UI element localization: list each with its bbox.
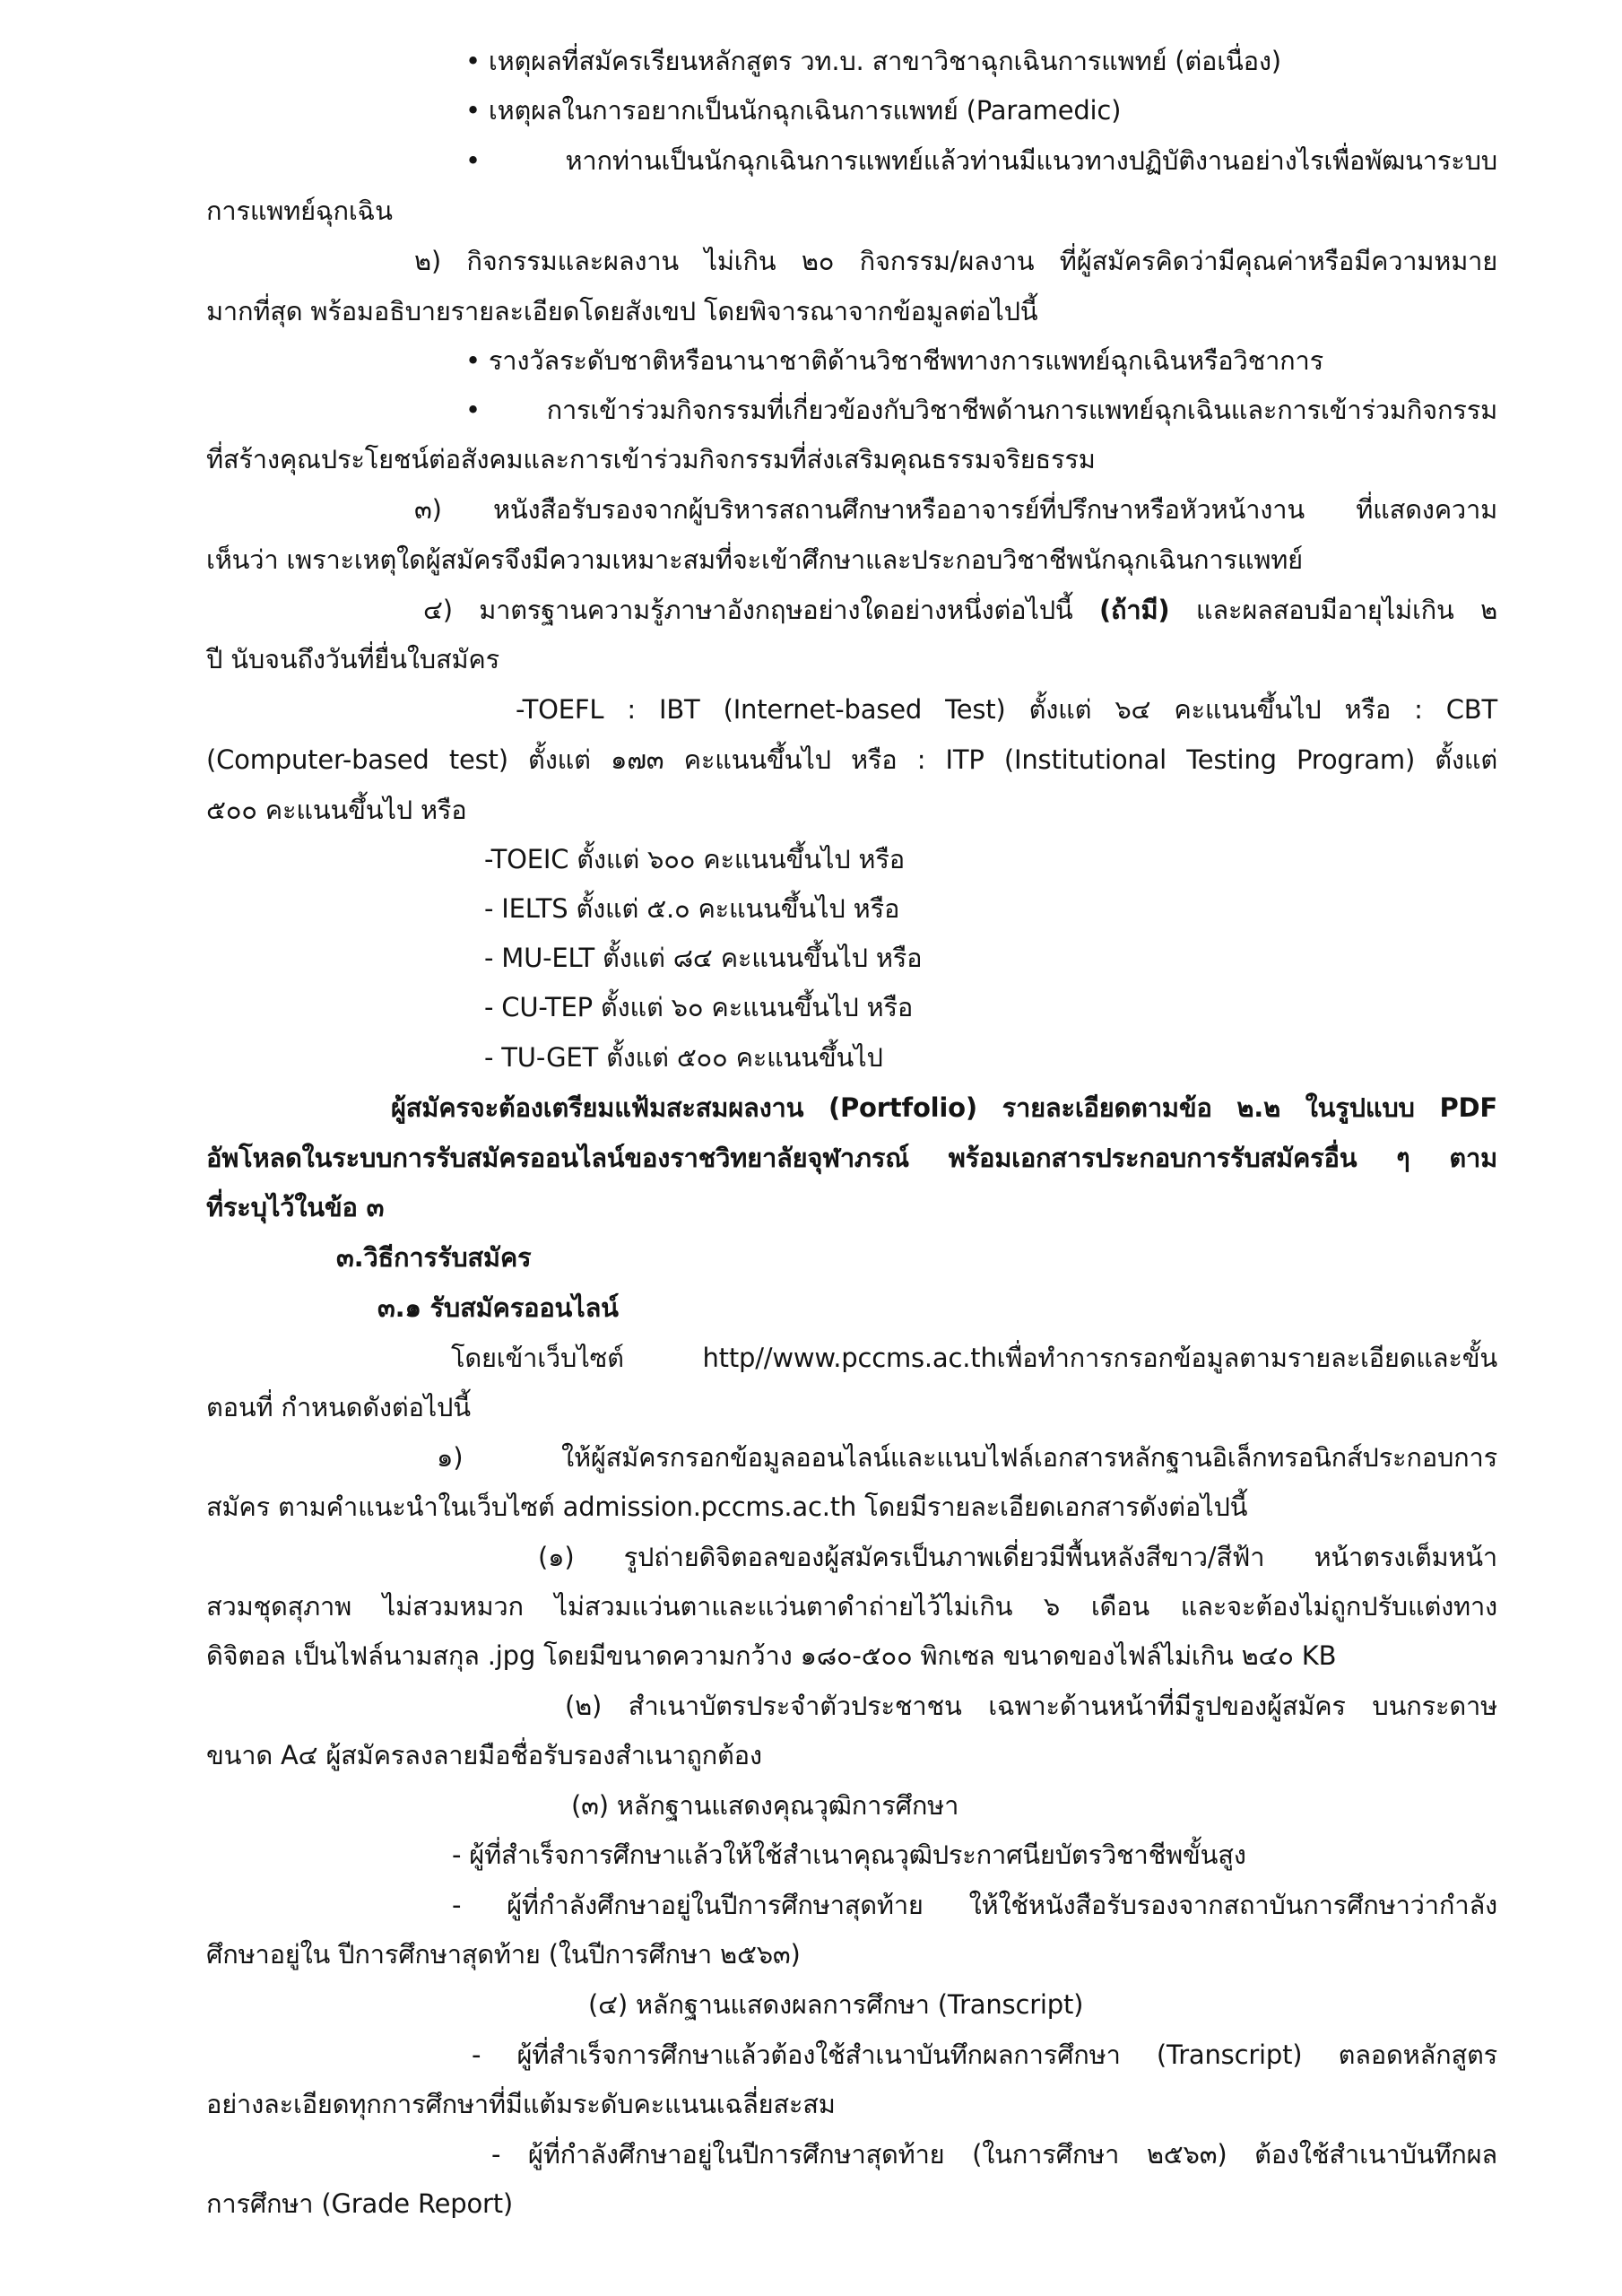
qualification-item: (๓) หลักฐานแสดงคุณวุฒิการศึกษา xyxy=(571,1790,959,1821)
studying-line: - ผู้ที่กำลังศึกษาอยู่ในปีการศึกษาสุดท้าย ให้ใช้หนังสือรับรองจากสถาบันการศึกษาว่ากำลัง xyxy=(452,1890,1497,1920)
transcript-graduated-cont: อย่างละเอียดทุกการศึกษาที่มีแต้มระดับคะแนนเฉลี่ยสะสม xyxy=(206,2089,836,2119)
cu-tep-line: - CU-TEP ตั้งแต่ ๖๐ คะแนนขึ้นไป หรือ xyxy=(484,992,914,1022)
reason-paramedic-bullet: • เหตุผลในการอยากเป็นนักฉุกเฉินการแพทย์ (Paramedic) xyxy=(465,95,1122,126)
activities-item: ๒) กิจกรรมและผลงาน ไม่เกิน ๒๐ กิจกรรม/ผลงาน ที่ผู้สมัครคิดว่ามีคุณค่าหรือมีความหมาย xyxy=(414,246,1497,276)
website-line: โดยเข้าเว็บไซต์ http//www.pccms.ac.thเพื่อทำการกรอกข้อมูลตามรายละเอียดและขั้น xyxy=(451,1343,1497,1373)
transcript-graduated-line: - ผู้ที่สำเร็จการศึกษาแล้วต้องใช้สำเนาบันทึกผลการศึกษา (Transcript) ตลอดหลักสูตร xyxy=(472,2039,1497,2070)
awards-bullet: • รางวัลระดับชาติหรือนานาชาติด้านวิชาชีพทางการแพทย์ฉุกเฉินหรือวิชาการ xyxy=(465,345,1323,376)
practice-plan-cont: การแพทย์ฉุกเฉิน xyxy=(206,196,393,226)
english-requirement-item: ๔) มาตรฐานความรู้ภาษาอังกฤษอย่างใดอย่างหนึ่งต่อไปนี้ (ถ้ามี) และผลสอบมีอายุไม่เกิน ๒ xyxy=(423,595,1497,625)
grade-report-line: - ผู้ที่กำลังศึกษาอยู่ในปีการศึกษาสุดท้าย (ในการศึกษา ๒๕๖๓) ต้องใช้สำเนาบันทึกผล xyxy=(491,2139,1497,2170)
participation-cont: ที่สร้างคุณประโยชน์ต่อสังคมและการเข้าร่วมกิจกรรมที่ส่งเสริมคุณธรรมจริยธรรม xyxy=(206,444,1096,474)
recommendation-cont: เห็นว่า เพราะเหตุใดผู้สมัครจึงมีความเหมาะสมที่จะเข้าศึกษาและประกอบวิชาชีพนักฉุกเฉินการแพทย์ xyxy=(206,544,1303,575)
section-heading-application: ๓.วิธีการรับสมัคร xyxy=(336,1242,532,1273)
photo-item-cont: สวมชุดสุภาพ ไม่สวมหมวก ไม่สวมแว่นตาและแว่นตาดำถ่ายไว้ไม่เกิน ๖ เดือน และจะต้องไม่ถูกปรับแต่งทาง xyxy=(206,1591,1497,1622)
portfolio-note: ผู้สมัครจะต้องเตรียมแฟ้มสะสมผลงาน (Portfolio) รายละเอียดตามข้อ ๒.๒ ในรูปแบบ PDF xyxy=(391,1092,1497,1123)
transcript-item: (๔) หลักฐานแสดงผลการศึกษา (Transcript) xyxy=(588,1989,1084,2020)
reason-apply-bullet: • เหตุผลที่สมัครเรียนหลักสูตร วท.บ. สาขาวิชาฉุกเฉินการแพทย์ (ต่อเนื่อง) xyxy=(465,46,1281,76)
activities-item-cont: มากที่สุด พร้อมอธิบายรายละเอียดโดยสังเขป โดยพิจารณาจากข้อมูลต่อไปนี้ xyxy=(206,296,1038,326)
subsection-heading-online: ๓.๑ รับสมัครออนไลน์ xyxy=(377,1292,619,1323)
ielts-line: - IELTS ตั้งแต่ ๕.๐ คะแนนขึ้นไป หรือ xyxy=(484,893,900,924)
photo-item-end: ดิจิตอล เป็นไฟล์นามสกุล .jpg โดยมีขนาดความกว้าง ๑๘๐-๕๐๐ พิกเซล ขนาดของไฟล์ไม่เกิน ๒๔๐ KB xyxy=(206,1640,1337,1671)
photo-item: (๑) รูปถ่ายดิจิตอลของผู้สมัครเป็นภาพเดี่ยวมีพื้นหลังสีขาว/สีฟ้า หน้าตรงเต็มหน้า xyxy=(538,1542,1497,1572)
graduated-line: - ผู้ที่สำเร็จการศึกษาแล้วให้ใช้สำเนาคุณวุฒิประกาศนียบัตรวิชาชีพขั้นสูง xyxy=(452,1839,1246,1870)
studying-line-cont: ศึกษาอยู่ใน ปีการศึกษาสุดท้าย (ในปีการศึกษา ๒๕๖๓) xyxy=(206,1939,801,1970)
toeic-line: -TOEIC ตั้งแต่ ๖๐๐ คะแนนขึ้นไป หรือ xyxy=(484,844,905,874)
online-form-item-cont: สมัคร ตามคำแนะนำในเว็บไซต์ admission.pccms.ac.th โดยมีรายละเอียดเอกสารดังต่อไปนี้ xyxy=(206,1492,1248,1522)
id-card-item: (๒) สำเนาบัตรประจำตัวประชาชน เฉพาะด้านหน้าที่มีรูปของผู้สมัคร บนกระดาษ xyxy=(565,1691,1497,1721)
website-line-cont: ตอนที่ กำหนดดังต่อไปนี้ xyxy=(206,1392,471,1422)
tu-get-line: - TU-GET ตั้งแต่ ๕๐๐ คะแนนขึ้นไป xyxy=(484,1042,883,1073)
english-requirement-cont: ปี นับจนถึงวันที่ยื่นใบสมัคร xyxy=(206,644,499,674)
toefl-line-cont: (Computer-based test) ตั้งแต่ ๑๗๓ คะแนนขึ้นไป หรือ : ITP (Institutional Testing Program) ตั้งแต่ xyxy=(206,744,1497,775)
participation-bullet: • การเข้าร่วมกิจกรรมที่เกี่ยวข้องกับวิชาชีพด้านการแพทย์ฉุกเฉินและการเข้าร่วมกิจกรรม xyxy=(465,395,1497,425)
mu-elt-line: - MU-ELT ตั้งแต่ ๘๔ คะแนนขึ้นไป หรือ xyxy=(484,943,923,973)
grade-report-cont: การศึกษา (Grade Report) xyxy=(206,2188,513,2219)
recommendation-item: ๓) หนังสือรับรองจากผู้บริหารสถานศึกษาหรืออาจารย์ที่ปรึกษาหรือหัวหน้างาน ที่แสดงความ xyxy=(414,494,1497,525)
portfolio-note-cont: อัพโหลดในระบบการรับสมัครออนไลน์ของราชวิทยาลัยจุฬาภรณ์ พร้อมเอกสารประกอบการรับสมัครอื่น ๆ ตาม xyxy=(206,1143,1497,1173)
toefl-line-end: ๕๐๐ คะแนนขึ้นไป หรือ xyxy=(206,795,467,825)
portfolio-note-end: ที่ระบุไว้ในข้อ ๓ xyxy=(206,1192,385,1222)
practice-plan-bullet: • หากท่านเป็นนักฉุกเฉินการแพทย์แล้วท่านมีแนวทางปฏิบัติงานอย่างไรเพื่อพัฒนาระบบ xyxy=(465,145,1497,176)
online-form-item: ๑) ให้ผู้สมัครกรอกข้อมูลออนไลน์และแนบไฟล์เอกสารหลักฐานอิเล็กทรอนิกส์ประกอบการ xyxy=(437,1442,1497,1473)
id-card-item-cont: ขนาด A๔ ผู้สมัครลงลายมือชื่อรับรองสำเนาถูกต้อง xyxy=(206,1740,762,1770)
toefl-line: -TOEFL : IBT (Internet-based Test) ตั้งแต่ ๖๔ คะแนนขึ้นไป หรือ : CBT xyxy=(516,694,1497,725)
